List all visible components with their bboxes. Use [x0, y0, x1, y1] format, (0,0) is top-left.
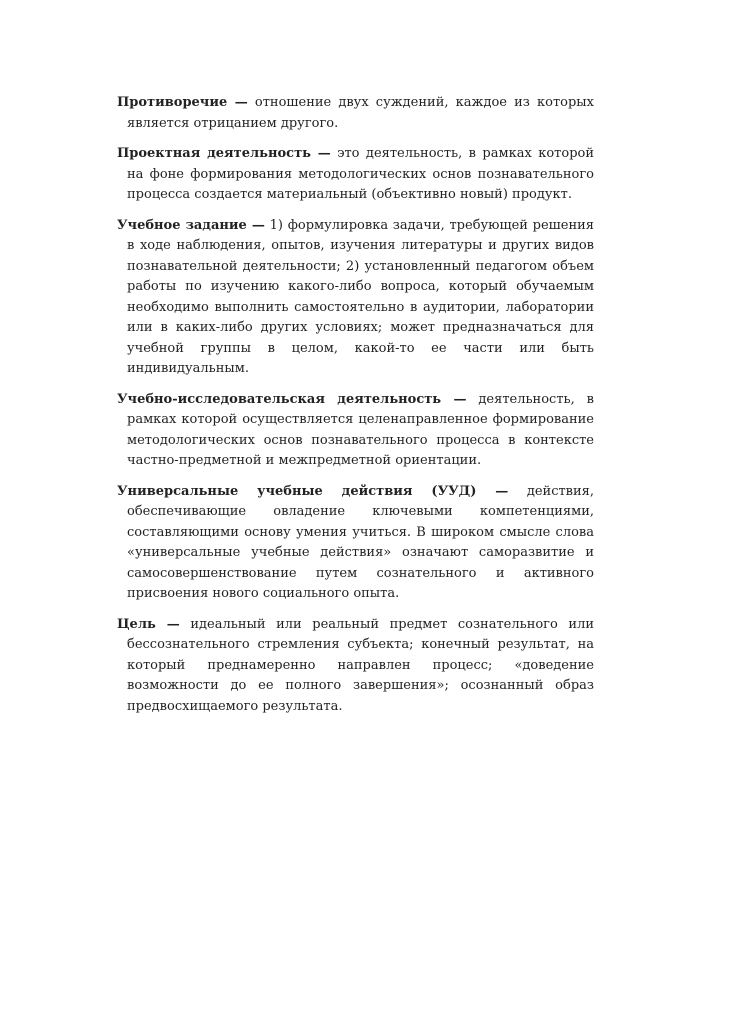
entry-term: Цель — [117, 616, 180, 632]
entry-definition: отношение двух суждений, каждое из которых является отрицанием другого. [127, 95, 594, 131]
entry-term: Учебно-исследовательская деятельность — [117, 391, 467, 407]
entry-term: Универсальные учебные действия (УУД) — [117, 483, 509, 499]
glossary-entry-learning-task [117, 216, 594, 380]
entry-term: Противоречие — [117, 95, 248, 110]
glossary-entry-contradiction [117, 93, 594, 134]
entry-term: Учебное задание — [117, 217, 265, 233]
glossary-entry-goal [117, 615, 594, 718]
entry-definition: действия, обеспечивающие овладение ключевыми компетенциями, составляющими основу умения учиться. В широком смысле слова «универсальные учебные действия» означают саморазвитие и самосовершенствование путем сознательного и активного присвоения нового социального опыта. [127, 483, 594, 601]
glossary-entry-research-activity [117, 390, 594, 472]
entry-definition: деятельность, в рамках которой осуществляется целенаправленное формирование методологических основ познавательного процесса в контексте частно-предметной и межпредметной ориентации. [127, 391, 594, 468]
glossary-entry-project-activity [117, 144, 594, 206]
entry-definition: это деятельность, в рамках которой на фоне формирования методологических основ познавательного процесса создается материальный (объективно новый) продукт. [127, 146, 595, 202]
glossary-entry-universal-learning-actions [117, 482, 594, 605]
entry-definition: 1) формулировка задачи, требующей решения в ходе наблюдения, опытов, изучения литературы и других видов познавательной деятельности; 2) установленный педагогом объем работы по изучению какого-либо вопроса, который обучаемым необходимо выполнить самостоятельно в аудитории, лаборатории или в каких-либо других условиях; может предназначаться для учебной группы в целом, какой-то ее части или быть индивидуальным. [127, 217, 594, 376]
glossary-page [117, 93, 594, 727]
entry-term: Проектная деятельность — [117, 146, 331, 161]
entry-definition: идеальный или реальный предмет сознательного или бессознательного стремления субъекта; конечный результат, на который преднамеренно направлен процесс; «доведение возможности до ее полного завершения»; осознанный образ предвосхищаемого результата. [127, 616, 594, 714]
